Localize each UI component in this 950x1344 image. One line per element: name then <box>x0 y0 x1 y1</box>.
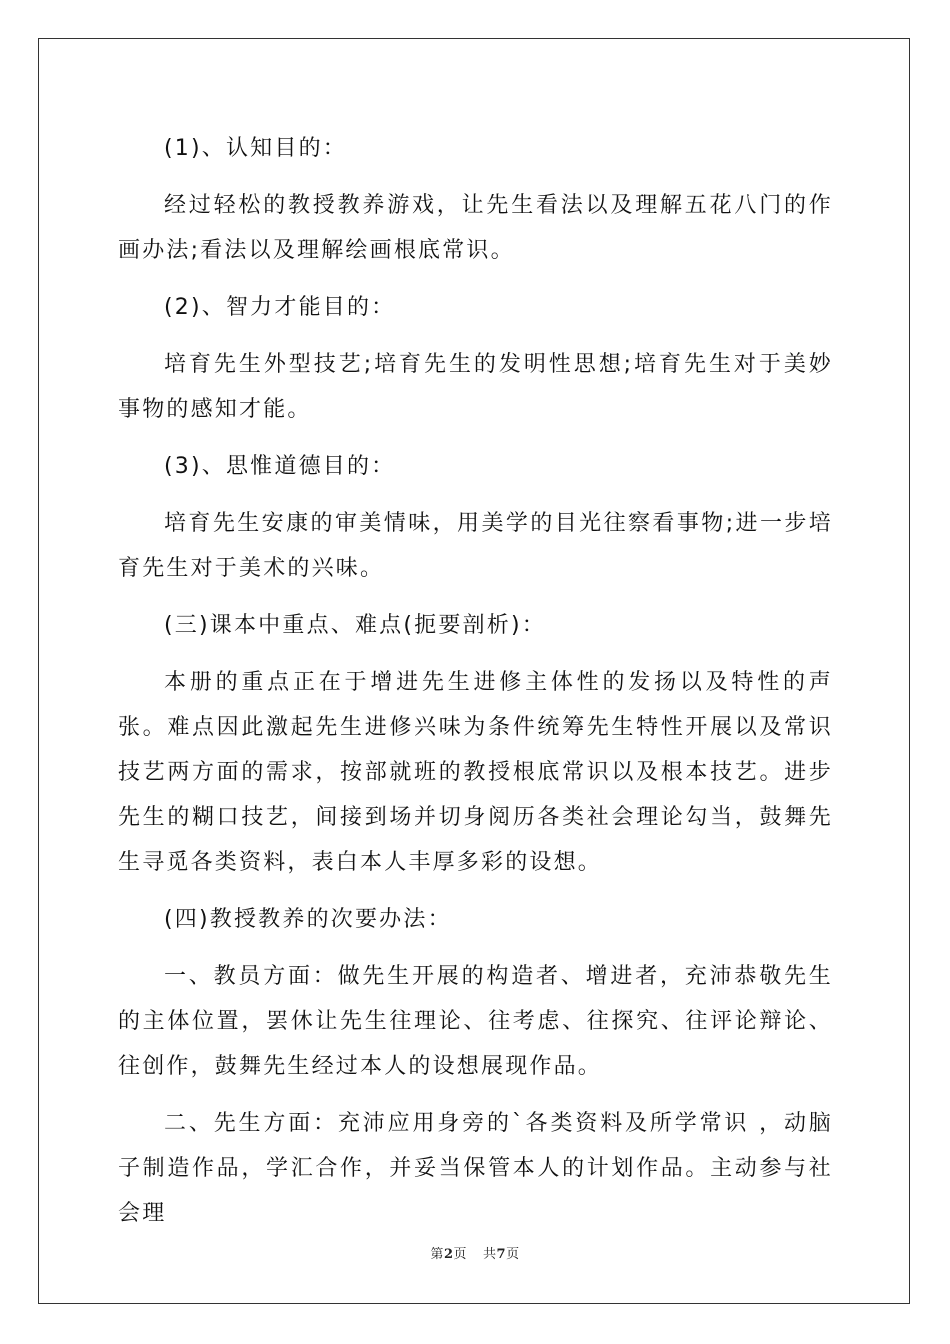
paragraph: (2)、智力才能目的： <box>164 295 396 320</box>
page-number: 2 <box>443 1247 454 1262</box>
paragraph: (3)、思惟道德目的： <box>164 454 396 479</box>
paragraph: 二、先生方面：充沛应用身旁的`各类资料及所学常识 ，动脑子制造作品，学汇合作，并妥当保管本人的计划作品。主动参与社会理 <box>118 1111 833 1226</box>
document-body <box>118 126 833 1248</box>
total-prefix: 共 <box>483 1247 497 1262</box>
total-pages: 7 <box>496 1247 507 1262</box>
paragraph: 培育先生外型技艺;培育先生的发明性思想;培育先生对于美妙事物的感知才能。 <box>118 352 833 422</box>
paragraph: 经过轻松的教授教养游戏，让先生看法以及理解五花八门的作画办法;看法以及理解绘画根底常识。 <box>118 193 833 263</box>
paragraph: (三)课本中重点、难点(扼要剖析)： <box>164 613 546 638</box>
page-footer <box>0 1243 950 1262</box>
total-suffix: 页 <box>506 1247 520 1262</box>
paragraph: (四)教授教养的次要办法： <box>164 907 452 932</box>
paragraph: 一、教员方面：做先生开展的构造者、增进者，充沛恭敬先生的主体位置，罢休让先生往理论、往考虑、往探究、往评论辩论、往创作，鼓舞先生经过本人的设想展现作品。 <box>118 964 833 1079</box>
paragraph: (1)、认知目的： <box>164 136 347 161</box>
page-suffix: 页 <box>453 1247 467 1262</box>
paragraph: 本册的重点正在于增进先生进修主体性的发扬以及特性的声张。难点因此激起先生进修兴味为条件统筹先生特性开展以及常识技艺两方面的需求，按部就班的教授根底常识以及根本技艺。进步先生的糊口技艺，间接到场并切身阅历各类社会理论勾当，鼓舞先生寻觅各类资料，表白本人丰厚多彩的设想。 <box>118 670 833 875</box>
paragraph: 培育先生安康的审美情味，用美学的目光往察看事物;进一步培育先生对于美术的兴味。 <box>118 511 833 581</box>
page-prefix: 第 <box>430 1247 444 1262</box>
